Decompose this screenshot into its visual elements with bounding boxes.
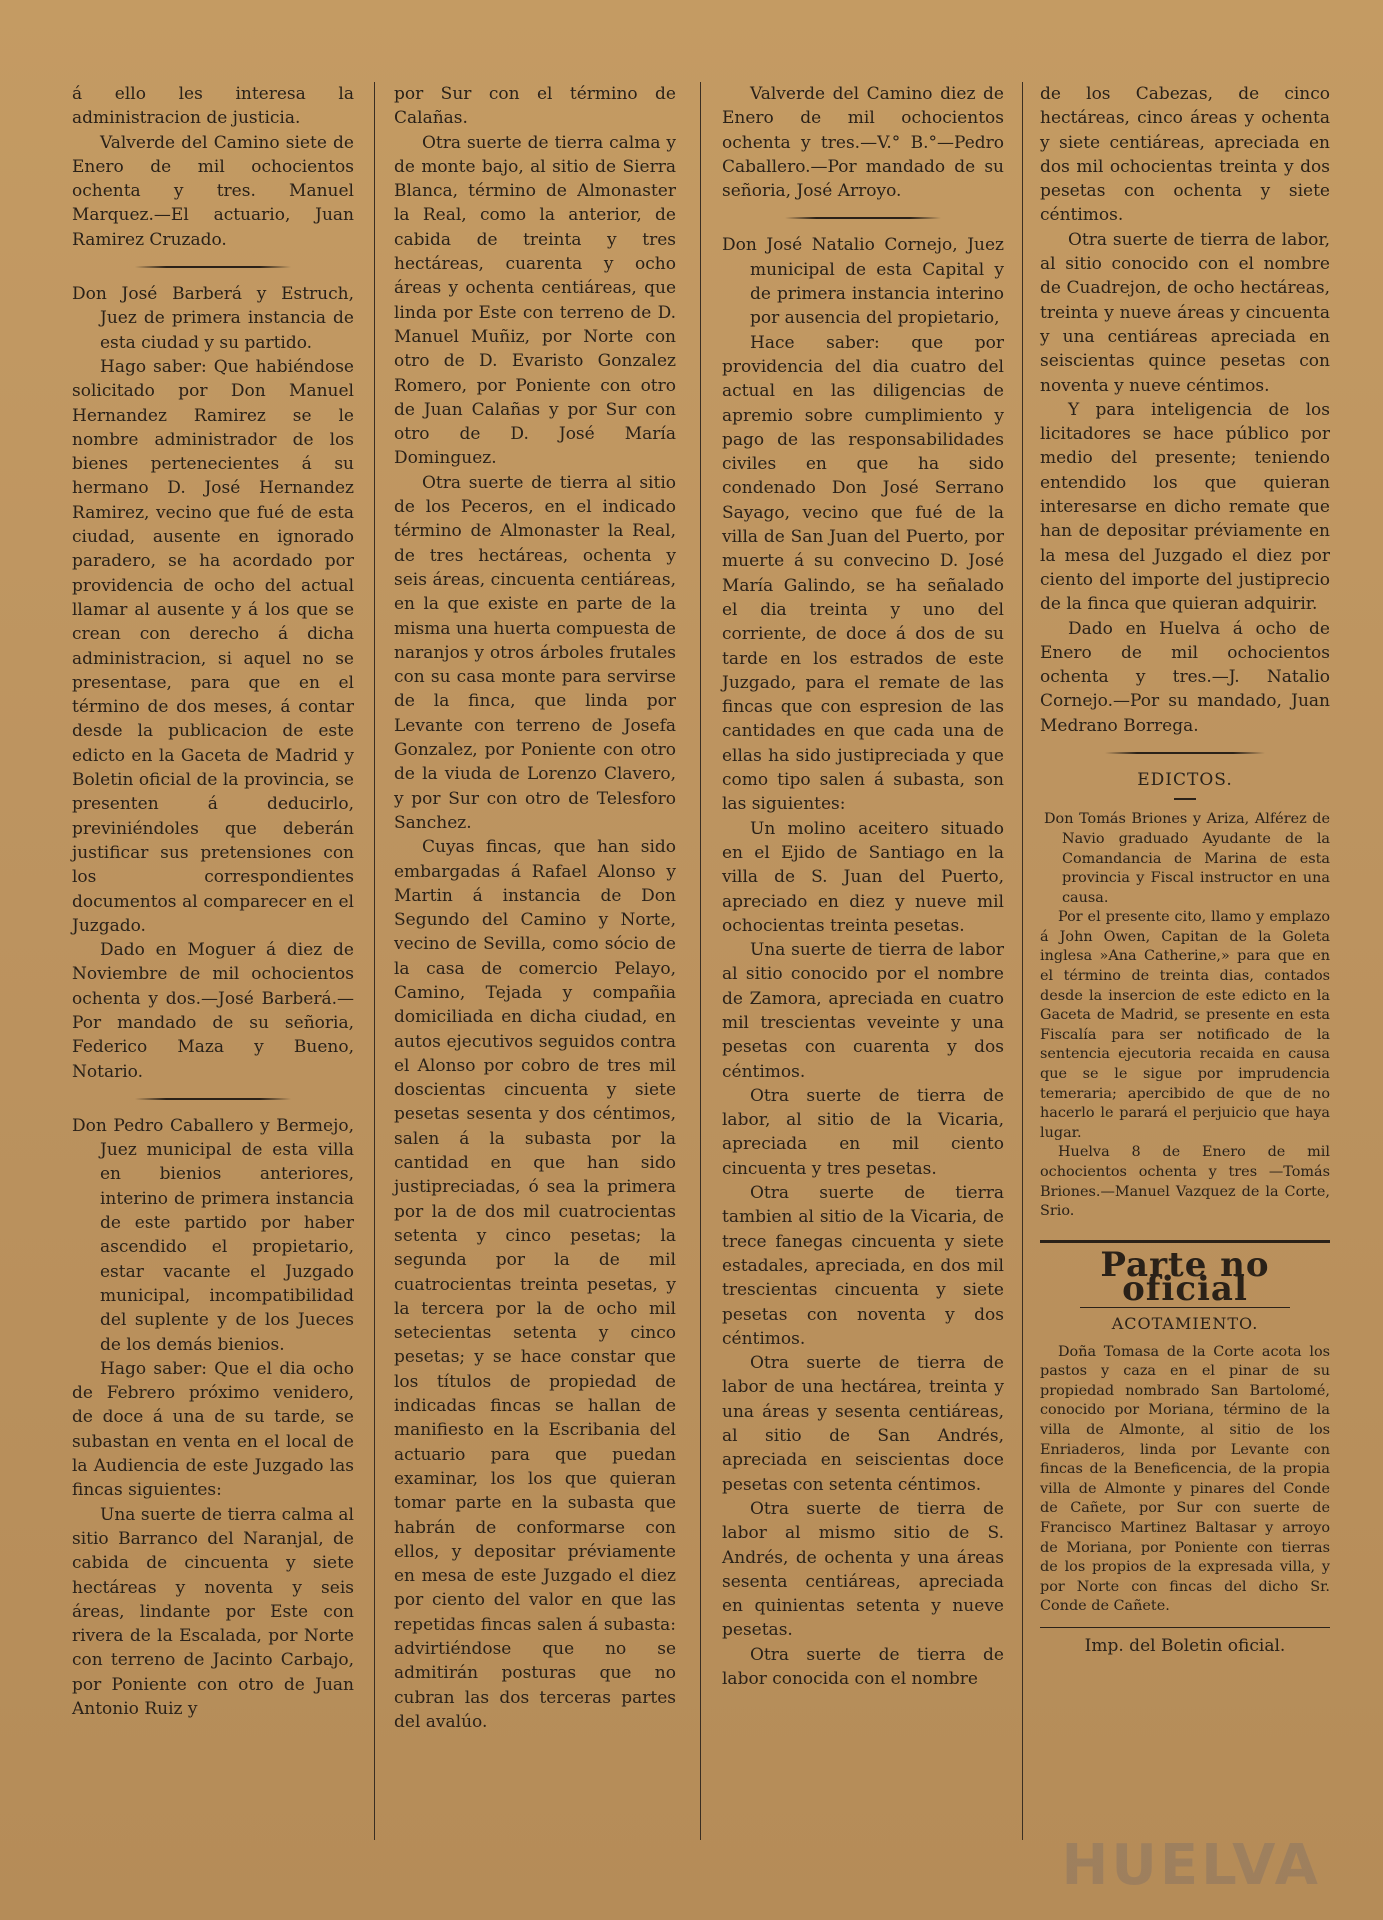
paragraph: Dado en Huelva á ocho de Enero de mil ochocientos ochenta y tres.—J. Natalio Cornejo.—Por su mandado, Juan Medrano Borrega. [1040,618,1330,736]
paragraph: Otra suerte de tierra calma y de monte bajo, al sitio de Sierra Blanca, término de Almonaster la Real, como la anterior, de cabida de treinta y tres hectáreas, cuarenta y ocho áreas y ochenta centiáreas, que linda por Este con terreno de D. Manuel Muñiz, por Norte con otro de D. Evaristo Gonzalez Romero, por Poniente con otro de Juan Calañas y por Sur con otro de D. José María Dominguez. [394,132,676,469]
edict-heading: Don José Natalio Cornejo, Juez municipal de esta Capital y de primera instancia interino por ausencia del propietario, [722,235,1004,329]
column-4 [1040,82,1330,1880]
paragraph: Otra suerte de tierra de labor de una hectárea, treinta y una áreas y sesenta centiáreas, al sitio de San Andrés, apreciada en seiscientas doce pesetas con setenta céntimos. [722,1353,1004,1495]
acotamiento-section [1040,1343,1330,1617]
paragraph: Un molino aceitero situado en el Ejido de Santiago en la villa de S. Juan del Puerto, apreciado en diez y nueve mil ochocientas treinta pesetas. [722,818,1004,936]
section-banner: Parte no oficial [1040,1240,1330,1302]
paragraph: por Sur con el término de Calañas. [394,84,676,129]
column-3 [722,82,1004,1880]
acotamiento-heading: ACOTAMIENTO. [1080,1307,1290,1336]
column-divider [700,82,701,1840]
paragraph: Doña Tomasa de la Corte acota los pastos y caza en el pinar de su propiedad nombrado San Bartolomé, conocido por Moriana, término de la villa de Almonte, al sitio de los Enriaderos, linda por Levante con fincas de la Beneficencia, de la propia villa de Almonte y pinares del Conde de Cañete, por Sur con suerte de Francisco Martinez Baltasar y arroyo de Moriana, por Poniente con tierras de los propios de la expresada villa, y por Norte con fincas del dicho Sr. Conde de Cañete. [1040,1343,1330,1615]
imprint-line: Imp. del Boletin oficial. [1040,1627,1330,1658]
column-1 [72,82,354,1880]
paragraph: Otra suerte de tierra de labor, al sitio conocido con el nombre de Cuadrejon, de ocho hectáreas, treinta y nueve áreas y cincuenta y una centiáreas apreciada en seiscientas quince pesetas con noventa y nueve céntimos. [1040,229,1330,396]
paragraph: Hago saber: Que habiéndose solicitado por Don Manuel Hernandez Ramirez se le nombre administrador de los bienes pertenecientes á su hermano D. José Hernandez Ramirez, vecino que fué de esta ciudad, ausente en ignorado paradero, se ha acordado por providencia de ocho del actual llamar al ausente y á los que se crean con derecho á dicha administracion, si aquel no se presentase, para que en el término de dos meses, á contar desde la publicacion de este edicto en la Gaceta de Madrid y Boletin oficial de la provincia, se presenten á deducirlo, previniéndoles que deberán justificar sus pretensiones con los correspondientes documentos al comparecer en el Juzgado. [72,356,354,936]
paragraph: Cuyas fincas, que han sido embargadas á Rafael Alonso y Martin á instancia de Don Segundo del Camino y Norte, vecino de Sevilla, como sócio de la casa de comercio Pelayo, Camino, Tejada y compañia domiciliada en dicha ciudad, en autos ejecutivos seguidos contra el Alonso por cobro de tres mil doscientas cincuenta y siete pesetas sesenta y dos céntimos, salen á la subasta por la cantidad en que han sido justipreciadas, ó sea la primera por la de dos mil cuatrocientas setenta y cinco pesetas; la segunda por la de mil cuatrocientas treinta pesetas, y la tercera por la de ocho mil setecientas setenta y cinco pesetas; y se hace constar que los títulos de propiedad de indicadas fincas se hallan de manifiesto en la Escribania del actuario para que puedan examinar, los los que quieran tomar parte en la subasta que habrán de conformarse con ellos, y depositar préviamente en mesa de este Juzgado el diez por ciento del valor en que las repetidas fincas salen á subasta: advirtiéndose que no se admitirán posturas que no cubran las dos terceras partes del avalúo. [394,837,676,1732]
paragraph: Una suerte de tierra calma al sitio Barranco del Naranjal, de cabida de cincuenta y siete hectáreas y noventa y seis áreas, lindante por Este con rivera de la Escalada, por Norte con terreno de Jacinto Carbajo, por Poniente con otro de Juan Antonio Ruiz y [72,1504,354,1719]
paragraph: Otra suerte de tierra tambien al sitio de la Vicaria, de trece fanegas cincuenta y siete estadales, apreciada, en dos mil trescientas cincuenta y siete pesetas con noventa y dos céntimos. [722,1183,1004,1349]
paragraph: Dado en Moguer á diez de Noviembre de mil ochocientos ochenta y dos.—José Barberá.—Por mandado de su señoria, Federico Maza y Bueno, Notario. [72,940,354,1082]
edictos-heading: EDICTOS. [1137,770,1233,791]
paragraph: Otra suerte de tierra al sitio de los Peceros, en el indicado término de Almonaster la Real, de tres hectáreas, ochenta y seis áreas, cincuenta centiáreas, en la que existe en parte de la misma una huerta compuesta de naranjos y otros árboles frutales con su casa monte para servirse de la finca, que linda por Levante con terreno de Josefa Gonzalez, por Poniente con otro de la viuda de Lorenzo Clavero, y por Sur con otro de Telesforo Sanchez. [394,472,676,833]
heading-dash [1174,798,1196,800]
paragraph: Huelva 8 de Enero de mil ochocientos ochenta y tres —Tomás Briones.—Manuel Vazquez de la Corte, Srio. [1040,1144,1330,1220]
column-divider [374,82,375,1840]
column-divider [1022,82,1023,1840]
separator-rule [1105,752,1265,754]
paragraph: Y para inteligencia de los licitadores se hace público por medio del presente; teniendo entendido los que quieran interesarse en dicho remate que han de depositar préviamente en la mesa del Juzgado el diez por ciento del importe del justiprecio de la finca que quieran adquirir. [1040,399,1330,615]
separator-rule [135,266,290,268]
paragraph: de los Cabezas, de cinco hectáreas, cinco áreas y ochenta y siete centiáreas, apreciada en dos mil ochocientas treinta y dos pesetas con ochenta y siete céntimos. [1040,84,1330,226]
paragraph: Una suerte de tierra de labor al sitio conocido por el nombre de Zamora, apreciada en cuatro mil trescientas veveinte y una pesetas con cuarenta y dos céntimos. [722,940,1004,1082]
paragraph: Valverde del Camino siete de Enero de mil ochocientos ochenta y tres. Manuel Marquez.—El actuario, Juan Ramirez Cruzado. [72,132,354,250]
edict-heading: Don Pedro Caballero y Bermejo, Juez municipal de esta villa en bienios anteriores, interino de primera instancia de este partido por haber ascendido el propietario, estar vacante el Juzgado municipal, incompatibilidad del suplente y de los Jueces de los demás bienios. [72,1115,354,1355]
edictos-section [1040,810,1330,1221]
paragraph: Otra suerte de tierra de labor al mismo sitio de S. Andrés, de ochenta y una áreas sesenta centiáreas, apreciada en quinientas setenta y nueve pesetas. [722,1498,1004,1641]
paragraph: Hago saber: Que el dia ocho de Febrero próximo venidero, de doce á una de su tarde, se subastan en venta en el local de la Audiencia de este Juzgado las fincas siguientes: [72,1358,354,1501]
watermark-logo: HUELVA [1061,1833,1321,1898]
paragraph: Valverde del Camino diez de Enero de mil ochocientos ochenta y tres.—V.° B.°—Pedro Caballero.—Por mandado de su señoria, José Arroyo. [722,84,1004,202]
edict-heading: Don José Barberá y Estruch, Juez de primera instancia de esta ciudad y su partido. [72,284,354,353]
separator-rule [785,217,940,219]
paragraph: Otra suerte de tierra de labor, al sitio de la Vicaria, apreciada en mil ciento cincuenta y tres pesetas. [722,1085,1004,1179]
paragraph: Hace saber: que por providencia del dia cuatro del actual en las diligencias de apremio sobre cumplimiento y pago de las responsabilidades civiles en que ha sido condenado Don José Serrano Sayago, vecino que fué de la villa de San Juan del Puerto, por muerte á su convecino D. José María Galindo, se ha señalado el dia treinta y uno del corriente, de doce á dos de su tarde en los estrados de este Juzgado, para el remate de las fincas que con espresion de las cantidades en que cada una de ellas ha sido justipreciada y que como tipo salen á subasta, son las siguientes: [722,332,1004,815]
paragraph: á ello les interesa la administracion de justicia. [72,84,354,129]
edict-heading: Don Tomás Briones y Ariza, Alférez de Navio graduado Ayudante de la Comandancia de Marina de esta provincia y Fiscal instructor en una causa. [1044,811,1330,906]
separator-rule [135,1098,290,1100]
column-2 [394,82,676,1880]
paragraph: Por el presente cito, llamo y emplazo á John Owen, Capitan de la Goleta inglesa »Ana Catherine,» para que en el término de treinta dias, contados desde la insercion de este edicto en la Gaceta de Madrid, se presente en esta Fiscalía para ser notificado de la sentencia ejecutoria recaida en causa que se le sigue por imprudencia temeraria; apercibido de que de no hacerlo le parará el perjuicio que haya lugar. [1040,909,1330,1141]
paragraph: Otra suerte de tierra de labor conocida con el nombre [722,1644,1004,1689]
